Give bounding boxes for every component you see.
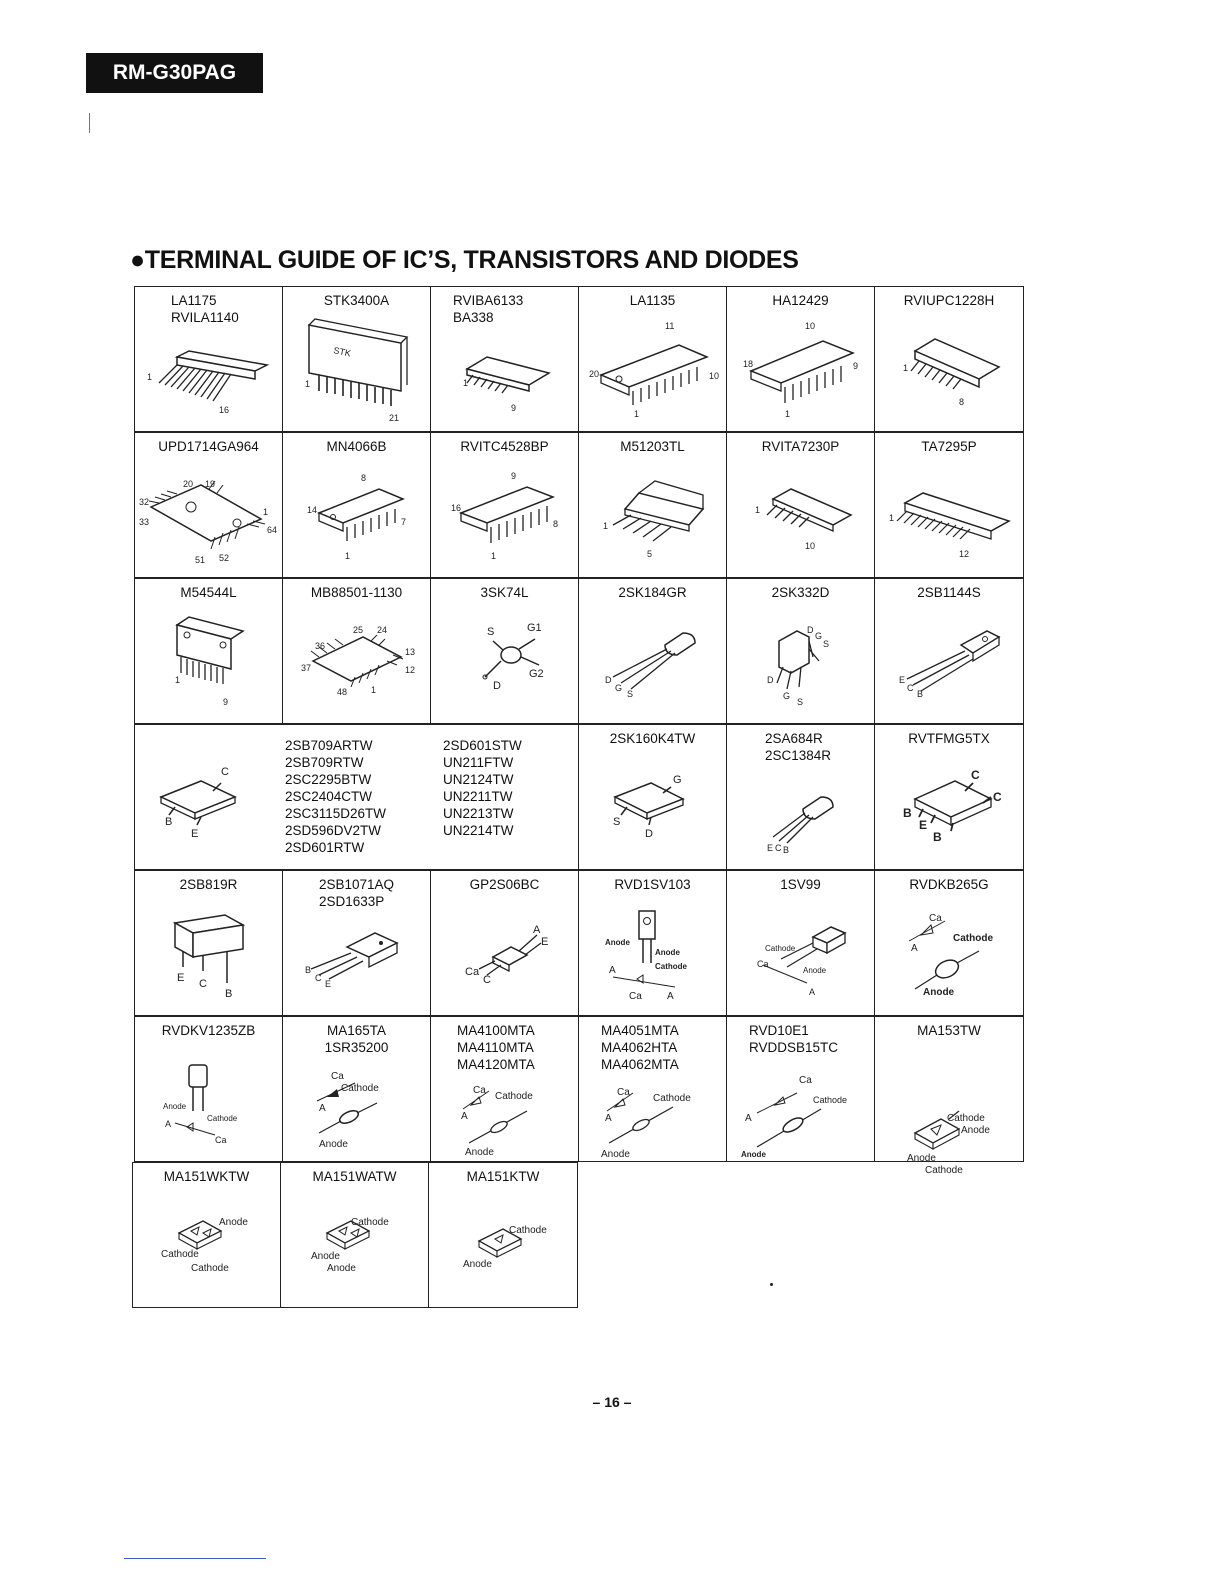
pin-label: G <box>815 631 823 641</box>
qfp-package-diagram <box>283 579 432 725</box>
diode-package-diagram <box>875 871 1025 1017</box>
pin-label: 24 <box>377 625 388 635</box>
pin-label: Ca <box>473 1085 486 1096</box>
pin-label: B <box>933 830 942 844</box>
pin-label: Anode <box>907 1153 936 1164</box>
part-number: RVDKV1235ZB <box>161 1023 256 1038</box>
part-number: MB88501-1130 <box>310 585 403 600</box>
part-number: RVDKB265G <box>909 877 989 892</box>
part-number: M51203TL <box>620 439 685 454</box>
part-number: MA4110MTA <box>457 1040 534 1055</box>
cell-ma151wktw <box>132 1162 281 1308</box>
pin-label: B <box>305 965 312 975</box>
part-number: RVD10E1 <box>749 1023 809 1038</box>
part-number: 2SD596DV2TW <box>285 823 382 838</box>
cell-smd-transistors <box>134 724 579 870</box>
part-number: MA4062HTA <box>601 1040 678 1055</box>
pin-label: E <box>541 936 549 948</box>
pin-label: 13 <box>405 647 416 657</box>
smd-module-diagram <box>875 725 1025 871</box>
pin-label: 8 <box>553 519 559 529</box>
part-number: LA1175 <box>171 293 217 308</box>
mosfet-package-diagram <box>431 579 580 725</box>
part-list-column <box>285 737 386 856</box>
sip-package-diagram <box>875 287 1025 433</box>
cell-m54544l <box>134 578 283 724</box>
pin-label: C <box>221 766 229 778</box>
cell-2sk184gr <box>578 578 727 724</box>
part-number: 2SB709RTW <box>285 755 364 770</box>
pin-label: Cathode <box>953 933 993 944</box>
pin-label: 25 <box>353 625 364 635</box>
pin-label: Cathode <box>655 962 687 971</box>
part-number: UN2211TW <box>443 789 513 804</box>
pin-label: C <box>993 790 1002 804</box>
cell-mb88501 <box>282 578 431 724</box>
pin-label: E <box>177 972 185 984</box>
part-number: UN2214TW <box>443 823 514 838</box>
cell-ha12429 <box>726 286 875 432</box>
pin-label: 1 <box>345 551 351 561</box>
pin-label: G <box>783 691 791 701</box>
dip-package-diagram <box>727 287 876 433</box>
pin-label: 1 <box>263 507 269 517</box>
pin-label: 64 <box>267 525 278 535</box>
pin-label: 5 <box>647 549 653 559</box>
axial-diode-diagram <box>431 1017 580 1163</box>
cell-gp2s06bc <box>430 870 579 1016</box>
table-row <box>134 286 1024 432</box>
pin-label: E <box>191 828 199 840</box>
pin-label: Cathode <box>341 1083 379 1094</box>
cell-la1175 <box>134 286 283 432</box>
margin-mark <box>89 113 90 133</box>
pin-label: S <box>487 626 495 638</box>
part-number: MA151WATW <box>312 1169 397 1184</box>
pin-label: A <box>461 1111 468 1122</box>
pin-label: B <box>165 816 173 828</box>
pin-label: B <box>903 806 912 820</box>
pin-label: 10 <box>805 541 816 551</box>
pin-label: E <box>325 979 332 989</box>
part-number: RVITC4528BP <box>460 439 549 454</box>
part-number: GP2S06BC <box>469 877 540 892</box>
table-row <box>134 724 1024 870</box>
pin-label: 52 <box>219 553 230 563</box>
pin-label: Ca <box>617 1087 630 1098</box>
pin-label: Anode <box>605 938 630 947</box>
cell-2sk160k4tw <box>578 724 727 870</box>
pin-label: C <box>907 683 914 693</box>
part-number: 1SV99 <box>780 877 821 892</box>
pin-label: Anode <box>311 1251 340 1262</box>
smd-fet-diagram <box>579 725 728 871</box>
pin-label: 19 <box>205 479 216 489</box>
pin-label: D <box>605 675 612 685</box>
pin-label: Cathode <box>351 1217 389 1228</box>
pin-label: Cathode <box>947 1113 985 1124</box>
to220-package-diagram <box>875 579 1025 725</box>
pin-label: C <box>775 843 782 853</box>
part-number: RVD1SV103 <box>614 877 691 892</box>
pin-label: Cathode <box>207 1114 238 1123</box>
page-number: – 16 – <box>592 1394 632 1410</box>
pin-label: Ca <box>629 991 642 1002</box>
footer-rule <box>124 1558 266 1559</box>
speck-mark <box>770 1283 773 1286</box>
part-number: 2SD1633P <box>319 894 385 909</box>
pin-label: 8 <box>959 397 965 407</box>
pin-label: 32 <box>139 497 150 507</box>
dip-package-diagram <box>431 433 580 579</box>
part-number: RVTFMG5TX <box>908 731 990 746</box>
pin-label: 14 <box>307 505 318 515</box>
part-number: UN2213TW <box>443 806 514 821</box>
pin-label: C <box>199 978 207 990</box>
pin-label: A <box>533 924 541 936</box>
diode-package-diagram <box>727 871 876 1017</box>
pin-label: Cathode <box>495 1091 533 1102</box>
pin-label: G <box>615 683 623 693</box>
cell-mn4066b <box>282 432 431 578</box>
pin-label: Anode <box>961 1125 990 1136</box>
pin-label: Cathode <box>161 1249 199 1260</box>
part-number: MA4120MTA <box>457 1057 535 1072</box>
pin-label: Anode <box>219 1217 248 1228</box>
qfp-package-diagram <box>135 433 284 579</box>
cell-la1135 <box>578 286 727 432</box>
part-number: 2SK184GR <box>618 585 687 600</box>
pin-label: S <box>823 639 830 649</box>
pin-label: Cathode <box>765 944 796 953</box>
pin-label: 10 <box>805 321 816 331</box>
pin-label: 8 <box>361 473 367 483</box>
pin-label: 1 <box>634 409 640 419</box>
table-row <box>134 1016 1024 1176</box>
cell-ma151watw <box>280 1162 429 1308</box>
pin-label: Ca <box>215 1135 227 1145</box>
pin-label: Ca <box>465 966 480 978</box>
cell-ma4100mta <box>430 1016 579 1162</box>
cell-upd1714 <box>134 432 283 578</box>
pin-label: 37 <box>301 663 312 673</box>
pin-label: Anode <box>319 1139 348 1150</box>
cell-3sk74l <box>430 578 579 724</box>
table-row <box>134 870 1024 1016</box>
part-number: STK3400A <box>323 293 390 308</box>
part-list-column <box>443 737 522 839</box>
pin-label: B <box>225 988 233 1000</box>
cell-stk3400a <box>282 286 431 432</box>
pin-label: 7 <box>401 517 407 527</box>
part-number: RVITA7230P <box>761 439 840 454</box>
cell-rvd1sv103 <box>578 870 727 1016</box>
axial-diode-diagram <box>283 1017 432 1163</box>
pin-label: 11 <box>665 321 675 331</box>
pin-label: 9 <box>223 697 229 707</box>
pin-label: 51 <box>195 555 206 565</box>
pin-label: D <box>493 680 501 692</box>
pin-label: Anode <box>463 1259 492 1270</box>
pin-label: Cathode <box>653 1093 691 1104</box>
part-number: MN4066B <box>326 439 387 454</box>
pin-label: 1 <box>147 372 153 382</box>
pin-label: S <box>797 697 804 707</box>
part-number: TA7295P <box>921 439 977 454</box>
cell-ta7295p <box>874 432 1024 578</box>
dip-package-diagram <box>283 433 432 579</box>
pin-label: Ca <box>331 1071 344 1082</box>
pin-label: Anode <box>655 948 680 957</box>
smd-diode-diagram <box>429 1163 579 1309</box>
part-number: UN211FTW <box>443 755 514 770</box>
part-number: 2SC2404CTW <box>285 789 373 804</box>
cell-rvdkv1235zb <box>134 1016 283 1162</box>
part-number: 2SC3115D26TW <box>285 806 387 821</box>
power-transistor-diagram <box>135 871 284 1017</box>
pin-label: A <box>667 991 674 1002</box>
part-number: UPD1714GA964 <box>158 439 259 454</box>
model-badge: RM-G30PAG <box>86 53 263 93</box>
pin-label: 9 <box>511 403 517 413</box>
part-number: RVIUPC1228H <box>903 293 995 308</box>
pin-label: E <box>767 843 774 853</box>
part-number: 2SD601RTW <box>285 840 365 855</box>
cell-rvd10e1 <box>726 1016 875 1162</box>
pin-label: 1 <box>175 675 181 685</box>
smd-transistor-diagram <box>135 725 284 871</box>
pin-label: 33 <box>139 517 150 527</box>
part-number: 2SK160K4TW <box>609 731 696 746</box>
part-number: HA12429 <box>772 293 829 308</box>
pin-label: 9 <box>511 471 517 481</box>
part-number: 2SB1071AQ <box>319 877 395 892</box>
part-number: 2SB709ARTW <box>285 738 373 753</box>
pin-label: D <box>767 675 774 685</box>
pin-label: E <box>919 818 928 832</box>
table-row <box>134 578 1024 724</box>
dip-package-diagram <box>579 287 728 433</box>
pin-label: Ca <box>757 959 769 969</box>
cell-rvdkb265g <box>874 870 1024 1016</box>
to92-package-diagram <box>727 725 876 871</box>
pin-label: Anode <box>465 1147 494 1158</box>
pin-label: G2 <box>529 668 544 680</box>
cell-1sv99 <box>726 870 875 1016</box>
part-number: RVDDSB15TC <box>749 1040 839 1055</box>
part-number: BA338 <box>453 310 494 325</box>
part-number: 2SB1144S <box>917 585 981 600</box>
cell-rviba6133 <box>430 286 579 432</box>
pin-label: D <box>645 828 653 840</box>
pin-label: 1 <box>491 551 497 561</box>
cell-rviupc1228h <box>874 286 1024 432</box>
pin-label: C <box>971 768 980 782</box>
table-row <box>134 432 1024 578</box>
cell-2sk332d <box>726 578 875 724</box>
pin-label: Cathode <box>925 1165 963 1176</box>
cell-2sb1071aq <box>282 870 431 1016</box>
part-number: 2SC2295BTW <box>285 772 372 787</box>
pin-label: Anode <box>327 1263 356 1274</box>
pin-label: G <box>673 774 682 786</box>
pin-label: A <box>165 1119 172 1129</box>
part-number: 2SK332D <box>771 585 830 600</box>
pin-label: E <box>899 675 906 685</box>
smd-diode-diagram <box>875 1017 1025 1176</box>
part-number: MA4100MTA <box>457 1023 535 1038</box>
pin-label: Anode <box>601 1149 630 1160</box>
pin-label: Ca <box>799 1075 812 1086</box>
part-number: 2SD601STW <box>443 738 522 753</box>
part-number: UN2124TW <box>443 772 514 787</box>
pin-label: C <box>315 973 322 983</box>
pin-label: 1 <box>755 505 761 515</box>
pin-label: 16 <box>219 405 230 415</box>
pin-label: 20 <box>589 369 600 379</box>
cell-ma151ktw <box>428 1162 578 1308</box>
part-number: MA151KTW <box>466 1169 540 1184</box>
to92-package-diagram <box>579 579 728 725</box>
power-ic-diagram <box>579 433 728 579</box>
pin-label: A <box>745 1113 752 1124</box>
part-number: MA165TA <box>326 1023 387 1038</box>
sip-package-diagram <box>431 287 580 433</box>
pin-label: G1 <box>527 622 542 634</box>
diode-package-diagram <box>579 871 728 1017</box>
cell-rvtfmg5tx <box>874 724 1024 870</box>
part-number: MA4062MTA <box>601 1057 679 1072</box>
part-number: MA4051MTA <box>601 1023 679 1038</box>
pin-label: C <box>483 974 491 986</box>
sip-package-diagram <box>727 433 876 579</box>
part-number: 1SR35200 <box>324 1040 389 1055</box>
pin-label: 1 <box>785 409 791 419</box>
pin-label: 18 <box>743 359 754 369</box>
pin-label: D <box>807 625 814 635</box>
pin-label: 16 <box>451 503 462 513</box>
pin-label: 48 <box>337 687 348 697</box>
pin-label: Anode <box>923 987 955 998</box>
pin-label: Cathode <box>191 1263 229 1274</box>
pin-label: 12 <box>959 549 970 559</box>
cell-m51203tl <box>578 432 727 578</box>
pin-label: 1 <box>371 685 377 695</box>
part-number: RVILA1140 <box>171 310 239 325</box>
cell-rvita7230p <box>726 432 875 578</box>
pin-label: Anode <box>803 966 827 975</box>
smd-diode-diagram <box>133 1163 282 1309</box>
pin-label: Ca <box>929 913 942 924</box>
table-row <box>134 1162 1024 1308</box>
pin-label: Cathode <box>813 1095 848 1105</box>
smd-diode-diagram <box>281 1163 430 1309</box>
part-number: M54544L <box>180 585 237 600</box>
brand-mark: STK <box>332 345 352 359</box>
page-title: ●TERMINAL GUIDE OF IC’S, TRANSISTORS AND DIODES <box>130 246 799 274</box>
pin-label: 36 <box>315 641 326 651</box>
part-number: LA1135 <box>629 293 676 308</box>
pin-label: 21 <box>389 413 400 423</box>
power-ic-diagram <box>135 579 284 725</box>
axial-diode-diagram <box>579 1017 728 1163</box>
pin-label: B <box>783 845 790 855</box>
cell-rvitc4528bp <box>430 432 579 578</box>
part-number: 2SC1384R <box>765 748 832 763</box>
part-number: 2SB819R <box>179 877 238 892</box>
to92-package-diagram <box>727 579 876 725</box>
to220-package-diagram <box>283 871 432 1017</box>
cell-2sa684r <box>726 724 875 870</box>
pin-label: 1 <box>463 378 469 388</box>
hybrid-ic-diagram <box>283 287 432 433</box>
pin-label: A <box>809 987 816 997</box>
part-number: MA153TW <box>917 1023 981 1038</box>
pin-label: 9 <box>853 361 859 371</box>
pin-label: A <box>609 965 616 976</box>
pin-label: 1 <box>889 513 895 523</box>
power-sip-diagram <box>875 433 1025 579</box>
cell-2sb819r <box>134 870 283 1016</box>
axial-diode-diagram <box>727 1017 876 1163</box>
pin-label: A <box>911 943 918 954</box>
cell-ma165ta <box>282 1016 431 1162</box>
pin-label: 12 <box>405 665 416 675</box>
pin-label: A <box>605 1113 612 1124</box>
cell-ma153tw <box>874 1016 1024 1176</box>
pin-label: 1 <box>903 363 909 373</box>
pin-label: 1 <box>305 379 311 389</box>
pin-label: 1 <box>603 521 609 531</box>
pin-label: S <box>627 689 634 699</box>
part-number: RVIBA6133 <box>453 293 524 308</box>
pin-label: A <box>319 1103 326 1114</box>
part-number: 3SK74L <box>480 585 529 600</box>
photo-interrupter-diagram <box>431 871 580 1017</box>
pin-label: Anode <box>741 1150 766 1159</box>
pin-label: 20 <box>183 479 194 489</box>
part-number: 2SA684R <box>765 731 823 746</box>
sip-package-diagram <box>135 287 284 433</box>
pin-label: Cathode <box>509 1225 547 1236</box>
cell-ma4051mta <box>578 1016 727 1162</box>
pin-label: 10 <box>709 371 720 381</box>
pin-label: S <box>613 816 621 828</box>
cell-2sb1144s <box>874 578 1024 724</box>
terminal-guide-table <box>134 286 1024 1308</box>
pin-label: Anode <box>163 1102 187 1111</box>
part-number: MA151WKTW <box>163 1169 250 1184</box>
diode-package-diagram <box>135 1017 284 1163</box>
pin-label: B <box>917 689 924 699</box>
